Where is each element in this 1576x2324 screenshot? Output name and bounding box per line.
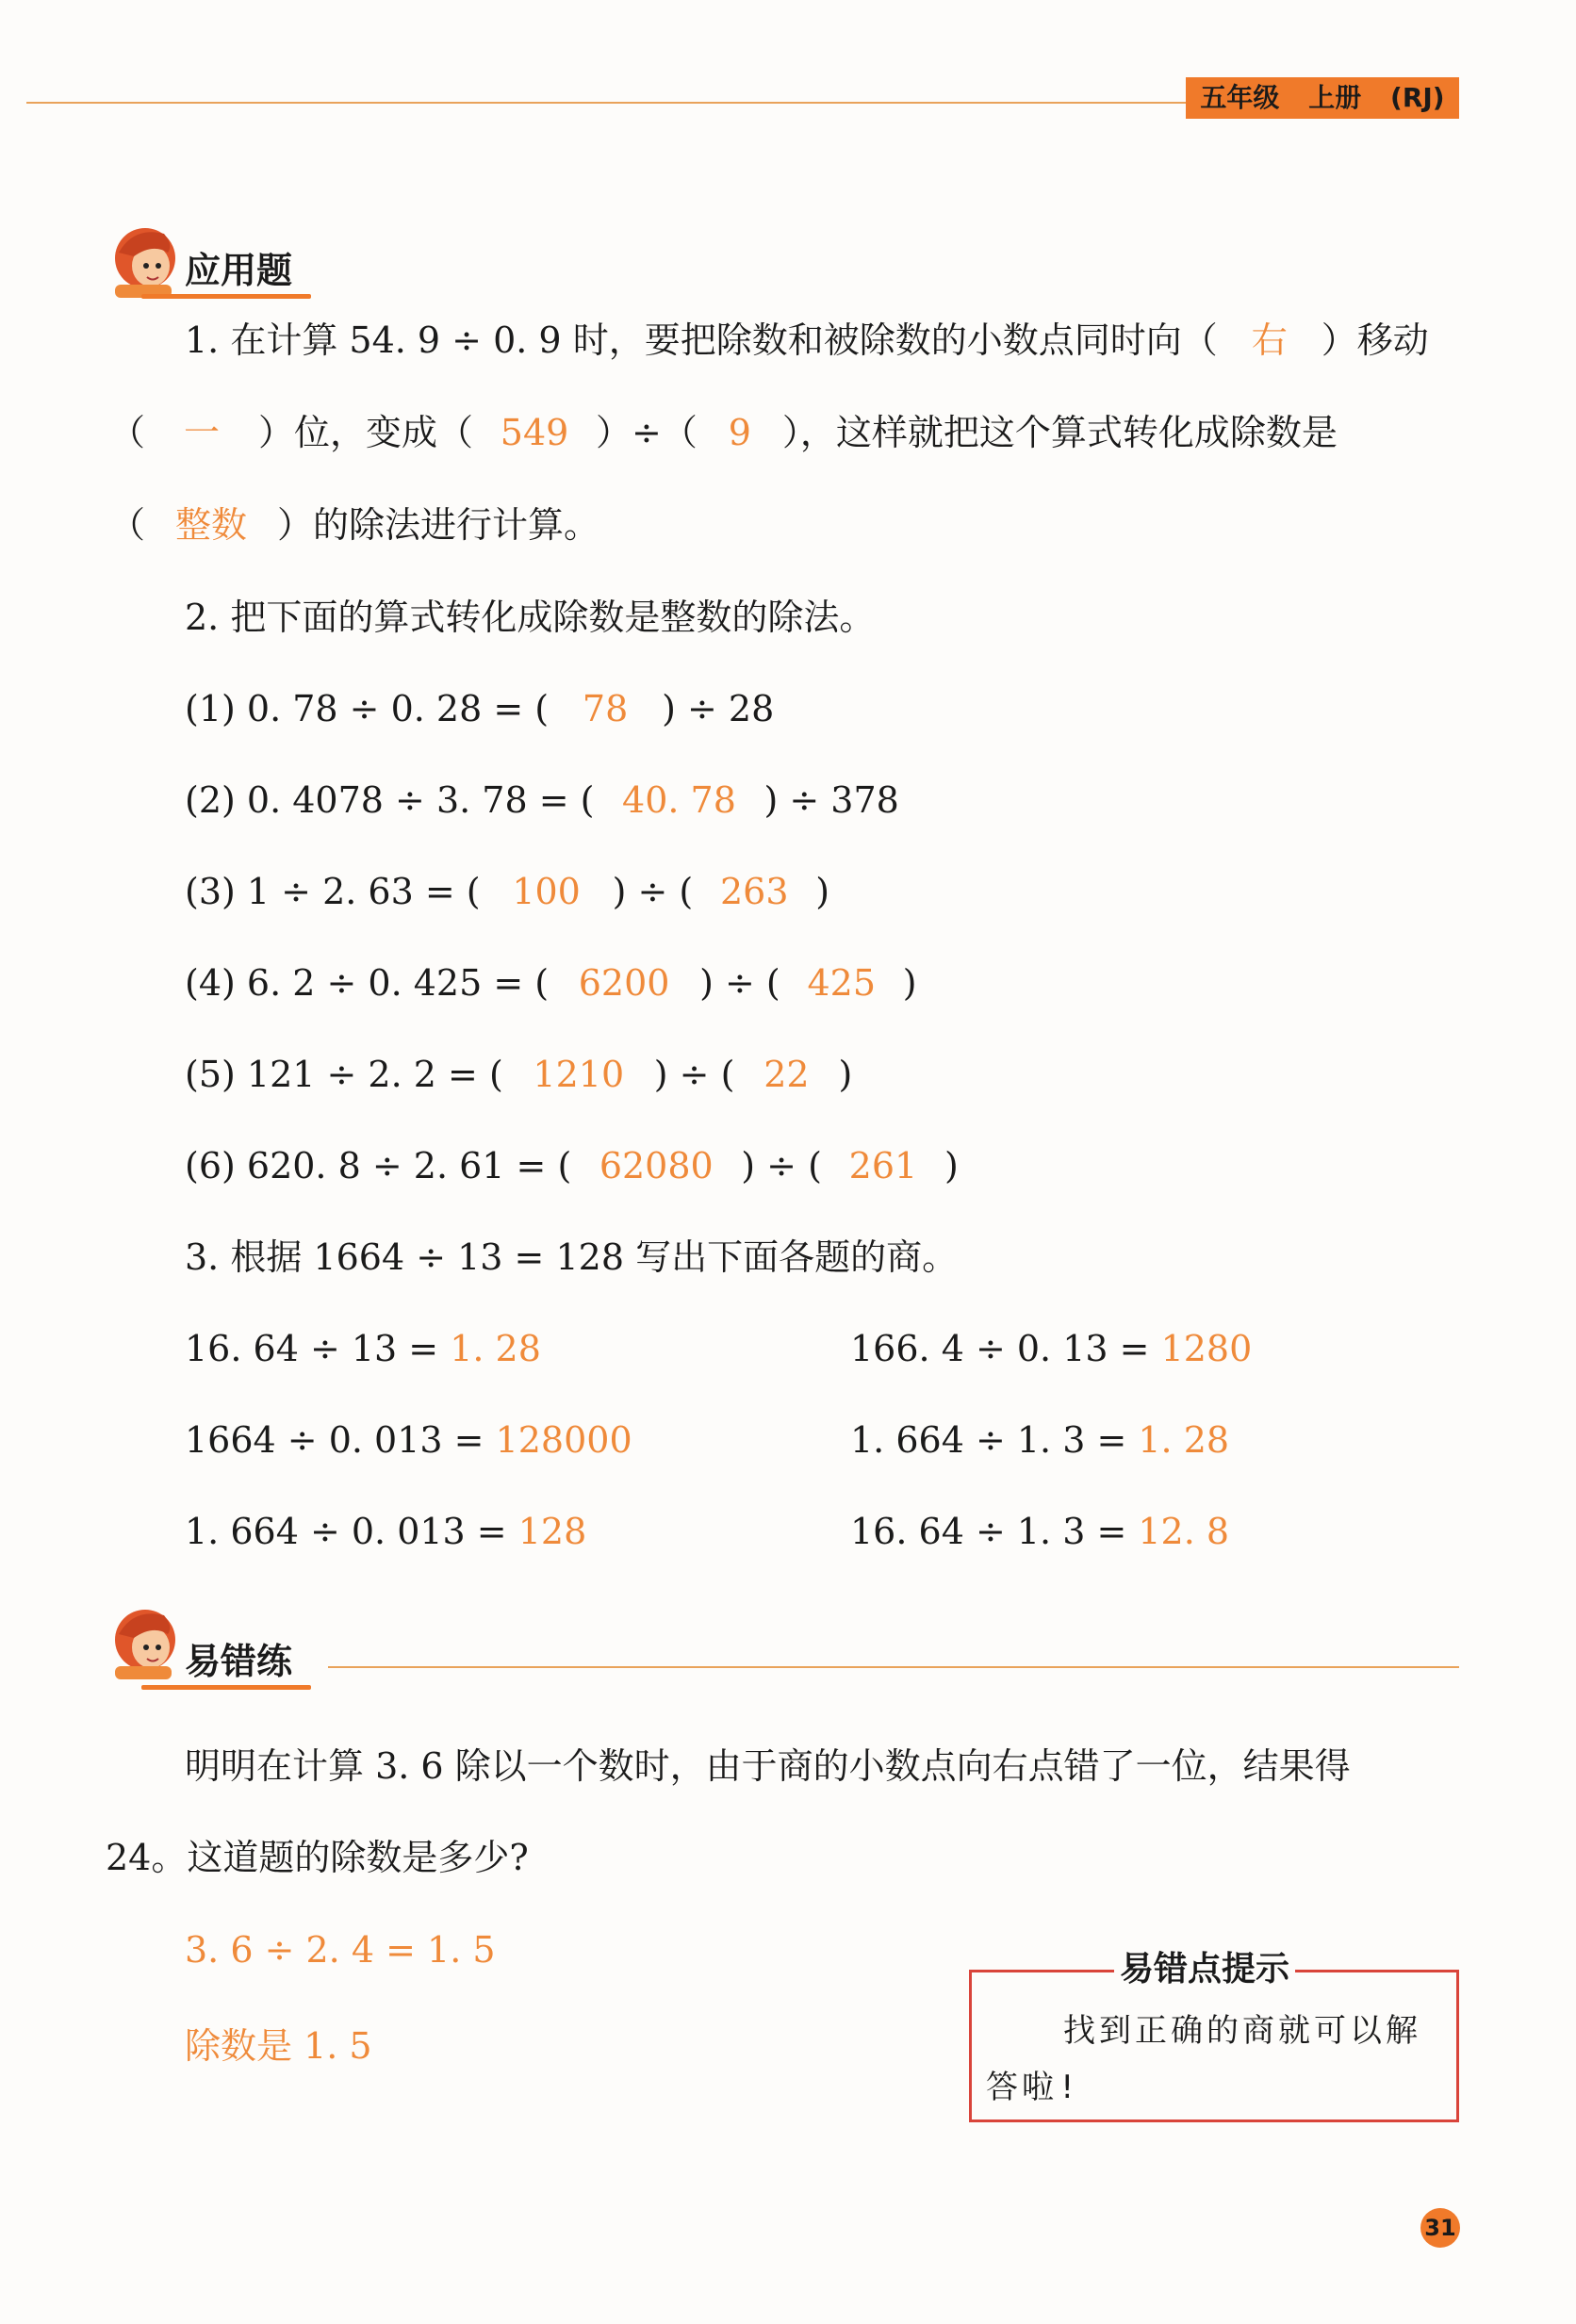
answer-type: 整数 xyxy=(175,504,248,546)
tip-line2: 答啦! xyxy=(986,2069,1081,2106)
q3-left-1: 16. 64 ÷ 13 = 1. 28 xyxy=(185,1328,541,1369)
q2-item-6: (6) 620. 8 ÷ 2. 61 = ( 62080 ) ÷ ( 261 ) xyxy=(185,1145,959,1187)
answer-line1: 3. 6 ÷ 2. 4 = 1. 5 xyxy=(185,1929,496,1971)
problem-line1: 明明在计算 3. 6 除以一个数时，由于商的小数点向右点错了一位，结果得 xyxy=(185,1745,1351,1787)
q1-line1: 1. 在计算 54. 9 ÷ 0. 9 时，要把除数和被除数的小数点同时向（ 右 ）移动 xyxy=(185,319,1429,361)
q3-right-2: 1. 664 ÷ 1. 3 = 1. 28 xyxy=(850,1419,1230,1461)
q2-item-5: (5) 121 ÷ 2. 2 = ( 1210 ) ÷ ( 22 ) xyxy=(185,1054,853,1095)
answer-direction: 右 xyxy=(1251,319,1288,361)
section-underline xyxy=(141,1685,311,1690)
answer-places: 一 xyxy=(184,412,221,453)
answer-divisor: 9 xyxy=(728,412,751,453)
q2-item-2: (2) 0. 4078 ÷ 3. 78 = ( 40. 78 ) ÷ 378 xyxy=(185,779,899,821)
section-underline xyxy=(141,294,311,299)
answer-dividend: 549 xyxy=(500,412,569,453)
answer-line2: 除数是 1. 5 xyxy=(185,2025,372,2067)
edition-label: (RJ) xyxy=(1390,82,1445,113)
q2-item-3: (3) 1 ÷ 2. 63 = ( 100 ) ÷ ( 263 ) xyxy=(185,871,830,912)
section-title-application: 应用题 xyxy=(185,250,293,291)
q3-right-1: 166. 4 ÷ 0. 13 = 1280 xyxy=(850,1328,1253,1369)
girl-mascot-icon xyxy=(106,1600,190,1685)
tip-line1: 找到正确的商就可以解 xyxy=(1063,2012,1421,2050)
section-title-error-practice: 易错练 xyxy=(185,1641,293,1682)
page-number: 31 xyxy=(1420,2208,1460,2248)
q2-item-1: (1) 0. 78 ÷ 0. 28 = ( 78 ) ÷ 28 xyxy=(185,688,775,729)
grade-label: 五年级 xyxy=(1200,82,1280,113)
tip-title: 易错点提示 xyxy=(1114,1949,1295,1990)
girl-mascot-icon xyxy=(106,219,190,303)
section-rule xyxy=(328,1666,1459,1668)
q3-left-2: 1664 ÷ 0. 013 = 128000 xyxy=(185,1419,632,1461)
volume-label: 上册 xyxy=(1308,82,1362,113)
grade-tag xyxy=(1186,77,1459,119)
header-rule xyxy=(26,102,1186,104)
q3-right-3: 16. 64 ÷ 1. 3 = 12. 8 xyxy=(850,1511,1230,1552)
q3-left-3: 1. 664 ÷ 0. 013 = 128 xyxy=(185,1511,587,1552)
q3-title: 3. 根据 1664 ÷ 13 = 128 写出下面各题的商。 xyxy=(185,1236,959,1278)
q1-line2: （ 一 ）位，变成（ 549 ）÷（ 9 ），这样就把这个算式转化成除数是 xyxy=(109,412,1338,453)
q2-item-4: (4) 6. 2 ÷ 0. 425 = ( 6200 ) ÷ ( 425 ) xyxy=(185,962,917,1004)
q2-title: 2. 把下面的算式转化成除数是整数的除法。 xyxy=(185,597,876,638)
q1-line3: （ 整数 ）的除法进行计算。 xyxy=(109,504,600,546)
problem-line2: 24。这道题的除数是多少? xyxy=(106,1837,529,1878)
